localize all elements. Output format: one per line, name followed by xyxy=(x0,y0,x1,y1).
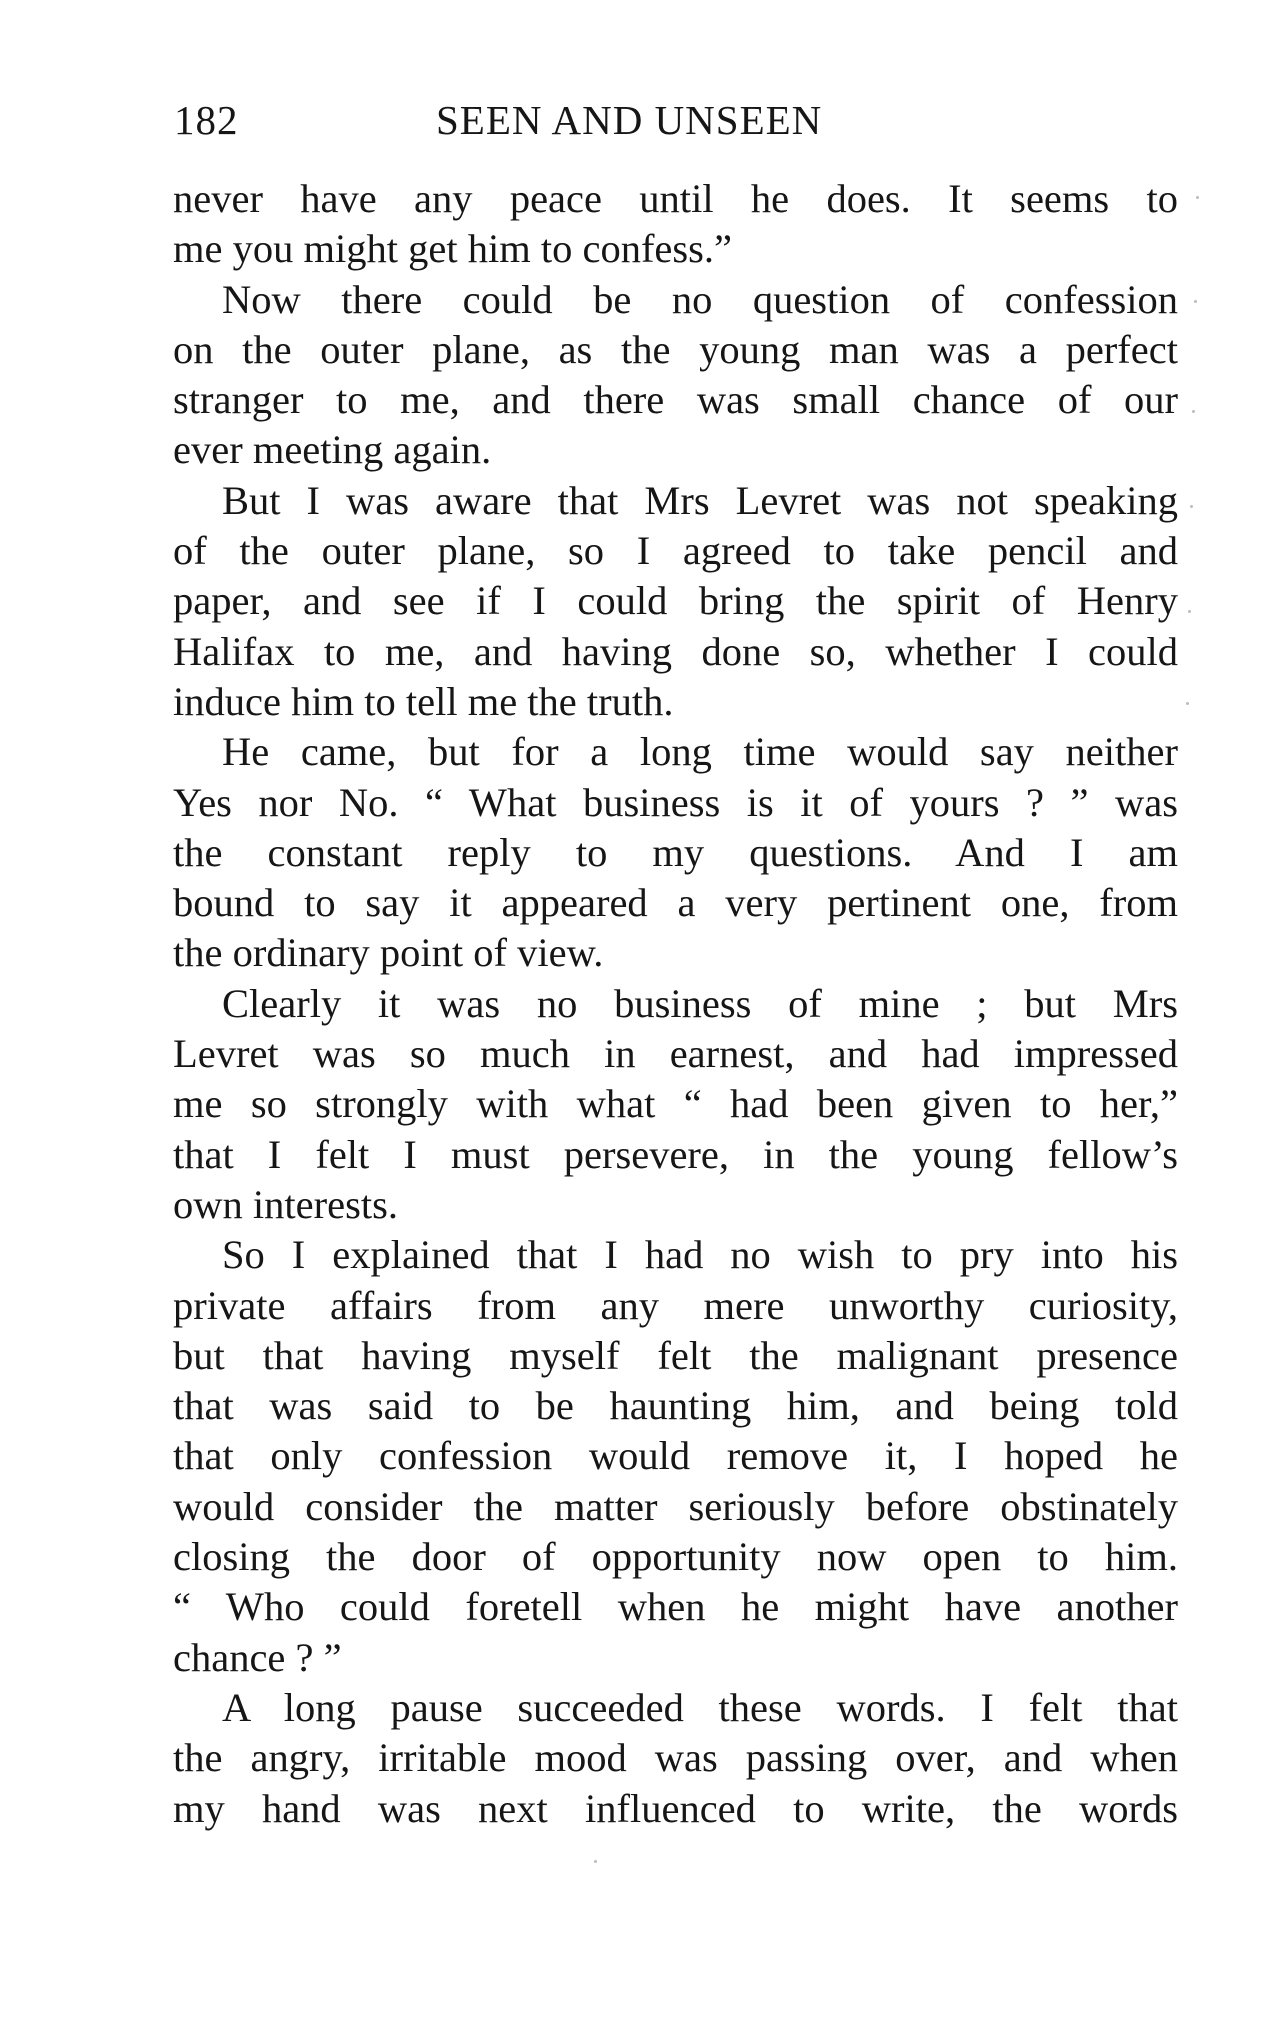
text-line: but that having myself felt the malignant presence xyxy=(173,1332,1178,1378)
text-line: “ Who could foretell when he might have another xyxy=(173,1584,1178,1630)
text-line: paper, and see if I could bring the spirit of Henry xyxy=(173,578,1178,624)
scan-speck xyxy=(1194,300,1197,303)
text-line: would consider the matter seriously before obstinately xyxy=(173,1483,1178,1529)
text-line: that was said to be haunting him, and being told xyxy=(173,1383,1178,1429)
text-line: me so strongly with what “ had been given to her,” xyxy=(173,1081,1178,1127)
page-number: 182 xyxy=(174,97,239,143)
scan-speck xyxy=(1186,702,1189,705)
text-line: Now there could be no question of confession xyxy=(222,276,1178,322)
scan-speck xyxy=(594,1860,597,1863)
text-line: A long pause succeeded these words. I felt that xyxy=(222,1684,1178,1730)
text-line: Levret was so much in earnest, and had impressed xyxy=(173,1031,1178,1077)
scan-speck xyxy=(1196,196,1199,199)
text-line: But I was aware that Mrs Levret was not speaking xyxy=(222,477,1178,523)
text-line: Clearly it was no business of mine ; but Mrs xyxy=(222,980,1178,1026)
text-line: Halifax to me, and having done so, whether I could xyxy=(173,628,1178,674)
text-line: never have any peace until he does. It seems to xyxy=(173,176,1178,221)
text-line: own interests. xyxy=(173,1181,398,1227)
text-line: the ordinary point of view. xyxy=(173,930,604,976)
text-line: my hand was next influenced to write, the words xyxy=(173,1785,1178,1831)
text-line: the angry, irritable mood was passing over, and when xyxy=(173,1735,1178,1781)
page-header xyxy=(174,92,919,148)
text-line: ever meeting again. xyxy=(173,427,492,473)
text-line: induce him to tell me the truth. xyxy=(173,678,674,724)
scan-speck xyxy=(1188,610,1191,613)
text-line: that I felt I must persevere, in the young fellow’s xyxy=(173,1131,1178,1177)
running-head: SEEN AND UNSEEN xyxy=(436,97,823,143)
text-line: chance ? ” xyxy=(173,1634,342,1680)
scan-speck xyxy=(1192,410,1195,413)
text-line: private affairs from any mere unworthy curiosity, xyxy=(173,1282,1178,1328)
text-line: on the outer plane, as the young man was a perfect xyxy=(173,326,1178,372)
text-line: the constant reply to my questions. And I am xyxy=(173,829,1178,875)
body-text xyxy=(173,174,1178,1834)
text-line: closing the door of opportunity now open to him. xyxy=(173,1534,1178,1580)
text-line: stranger to me, and there was small chance of our xyxy=(173,377,1178,423)
scan-speck xyxy=(1190,505,1193,508)
text-line: He came, but for a long time would say neither xyxy=(222,729,1178,775)
text-line: that only confession would remove it, I hoped he xyxy=(173,1433,1178,1479)
text-line: of the outer plane, so I agreed to take pencil and xyxy=(173,528,1178,574)
text-line: So I explained that I had no wish to pry into his xyxy=(222,1232,1178,1278)
text-line: bound to say it appeared a very pertinent one, from xyxy=(173,880,1178,926)
text-line: Yes nor No. “ What business is it of yours ? ” was xyxy=(173,779,1178,825)
text-line: me you might get him to confess.” xyxy=(173,226,733,272)
